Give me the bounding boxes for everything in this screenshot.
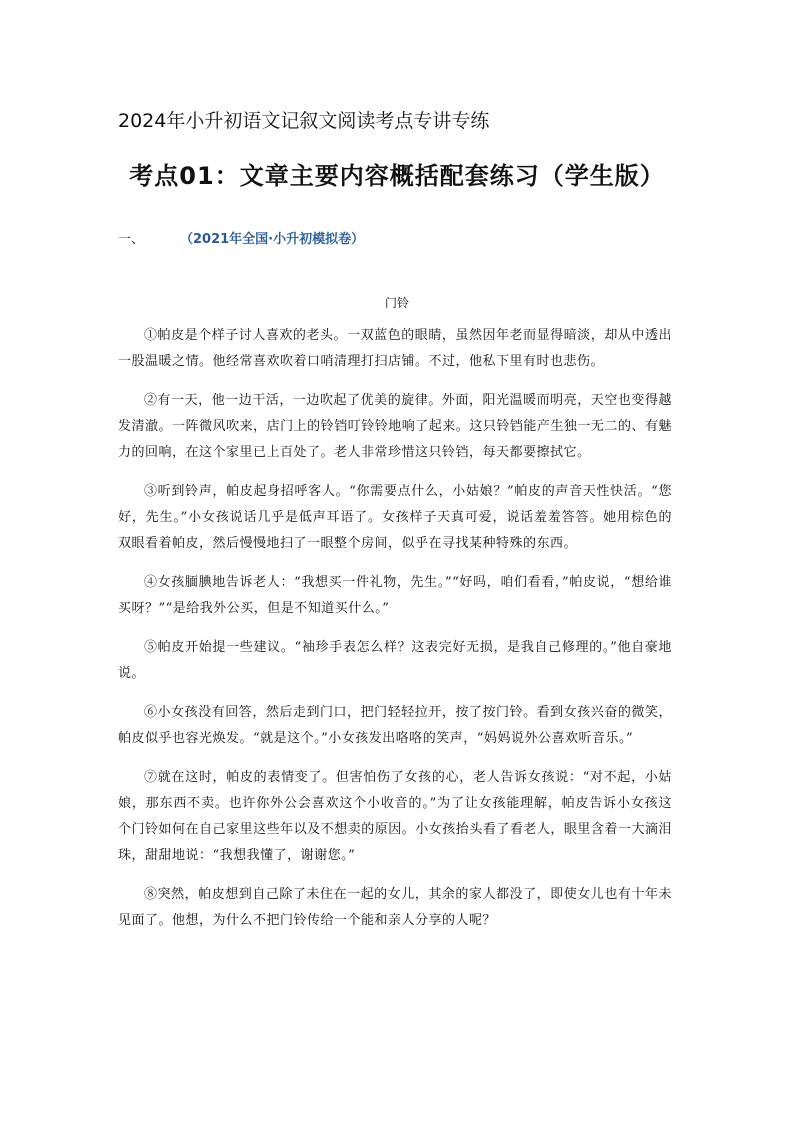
paragraph: ③听到铃声，帕皮起身招呼客人。“你需要点什么，小姑娘？”帕皮的声音天性快活。“您好，先生。”小女孩说话几乎是低声耳语了。女孩样子天真可爱，说话羞羞答答。她用棕色的双眼看着帕皮，然后慢慢地扫了一眼整个房间，似乎在寻找某种特殊的东西。 — [118, 484, 672, 551]
article-body — [118, 323, 672, 947]
article-title: 门铃 — [384, 296, 409, 310]
page-title: 考点01：文章主要内容概括配套练习（学生版） — [129, 162, 665, 190]
paragraph: ⑦就在这时，帕皮的表情变了。但害怕伤了女孩的心，老人告诉女孩说：“对不起，小姑娘，那东西不卖。也许你外公会喜欢这个小收音的。”为了让女孩能理解，帕皮告诉小女孩这个门铃如何在自己家里这些年以及不想卖的原因。小女孩抬头看了看老人，眼里含着一大滴泪珠，甜甜地说：“我想我懂了，谢谢您。” — [118, 770, 672, 863]
paragraph: ①帕皮是个样子讨人喜欢的老头。一双蓝色的眼睛，虽然因年老而显得暗淡，却从中透出一股温暖之情。他经常喜欢吹着口哨清理打扫店铺。不过，他私下里有时也悲伤。 — [118, 328, 672, 369]
document-header: 2024年小升初语文记叙文阅读考点专讲专练 — [118, 110, 490, 132]
section-heading — [118, 228, 364, 247]
section-source: （2021年全国·小升初模拟卷） — [180, 232, 365, 247]
paragraph: ⑧突然，帕皮想到自己除了未住在一起的女儿，其余的家人都没了，即使女儿也有十年未见面了。他想，为什么不把门铃传给一个能和亲人分享的人呢？ — [118, 887, 672, 928]
paragraph: ⑥小女孩没有回答，然后走到门口，把门轻轻拉开，按了按门铃。看到女孩兴奋的微笑，帕皮似乎也容光焕发。“就是这个。”小女孩发出咯咯的笑声，“妈妈说外公喜欢听音乐。” — [118, 705, 672, 746]
paragraph: ④女孩腼腆地告诉老人：“我想买一件礼物，先生。”“好吗，咱们看看，”帕皮说，“想给谁买呀？”“是给我外公买，但是不知道买什么。” — [118, 575, 672, 616]
paragraph: ②有一天，他一边干活，一边吹起了优美的旋律。外面，阳光温暖而明亮，天空也变得越发清澈。一阵微风吹来，店门上的铃铛叮铃铃地响了起来。这只铃铛能产生独一无二的、有魅力的回响，在这个家里已上百处了。老人非常珍惜这只铃铛，每天都要擦拭它。 — [118, 393, 672, 460]
section-number: 一、 — [118, 232, 145, 247]
paragraph: ⑤帕皮开始提一些建议。“袖珍手表怎么样？这表完好无损，是我自己修理的。”他自豪地说。 — [118, 640, 672, 681]
